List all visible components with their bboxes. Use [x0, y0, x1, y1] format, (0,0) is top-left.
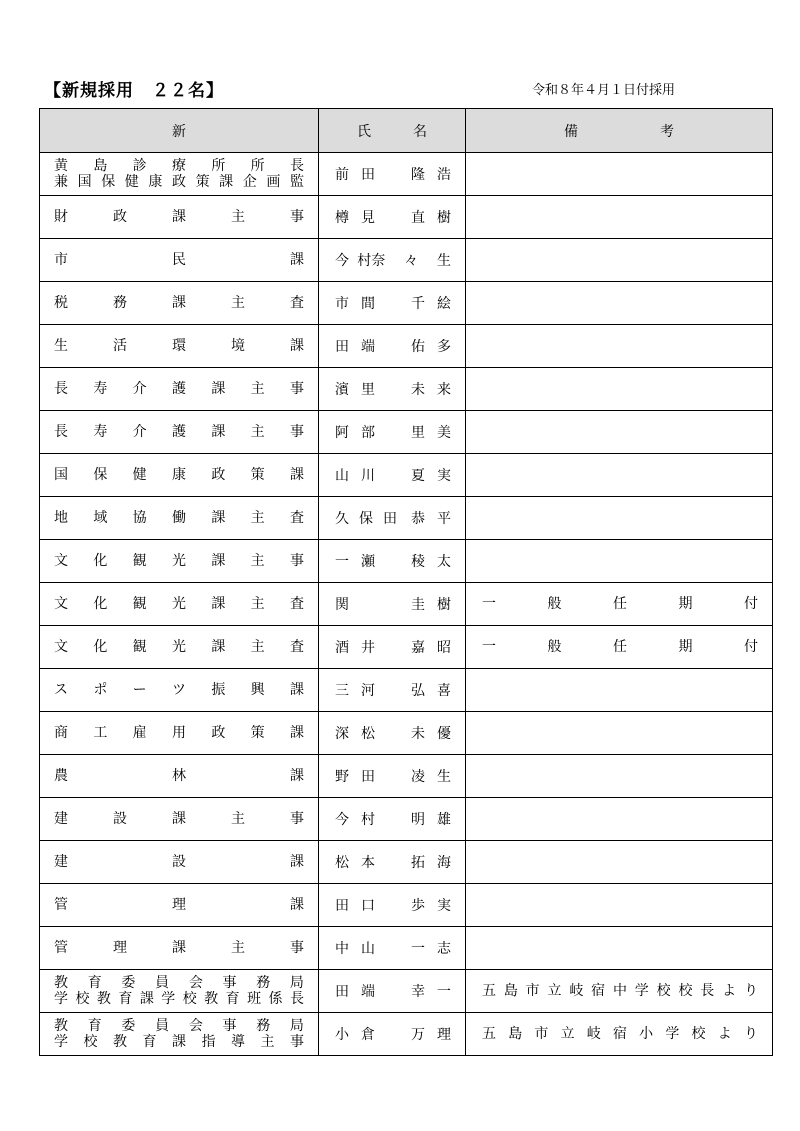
position-text: 教 育 委 員 会 事 務 局 — [54, 975, 304, 991]
remark-cell — [466, 153, 773, 196]
column-header-position: 新 — [40, 109, 319, 153]
given-name: 千 絵 — [411, 296, 451, 312]
given-name: 稜 太 — [411, 554, 451, 570]
position-text: 国 保 健 康 政 策 課 — [54, 467, 304, 483]
position-text: 文 化 観 光 課 主 査 — [54, 639, 304, 655]
given-name: 圭 樹 — [411, 597, 451, 613]
name-cell — [319, 239, 466, 282]
name-cell — [319, 884, 466, 927]
position-cell — [40, 669, 319, 712]
table-row — [40, 282, 773, 325]
appointment-date: 令和８年４月１日付採用 — [532, 83, 676, 98]
table-row — [40, 755, 773, 798]
surname: 中 山 — [335, 941, 375, 957]
table-row — [40, 368, 773, 411]
column-header-name: 氏 名 — [319, 109, 466, 153]
position-cell — [40, 239, 319, 282]
given-name: 奈 々 生 — [371, 253, 451, 269]
column-header-remark: 備 考 — [466, 109, 773, 153]
position-text: 市 民 課 — [54, 252, 304, 268]
name-cell — [319, 368, 466, 411]
position-text: 地 域 協 働 課 主 査 — [54, 510, 304, 526]
remark-cell — [466, 1013, 773, 1056]
position-text: 管 理 課 — [54, 897, 304, 913]
remark-text: 五 島 市 立 岐 宿 小 学 校 よ り — [482, 1026, 758, 1042]
surname: 三 河 — [335, 683, 375, 699]
given-name: 里 美 — [411, 425, 451, 441]
remark-cell — [466, 712, 773, 755]
position-text: 商 工 雇 用 政 策 課 — [54, 725, 304, 741]
remark-cell — [466, 626, 773, 669]
name-cell — [319, 1013, 466, 1056]
surname: 松 本 — [335, 855, 375, 871]
name-cell — [319, 325, 466, 368]
remark-cell — [466, 970, 773, 1013]
name-cell — [319, 411, 466, 454]
table-row — [40, 583, 773, 626]
surname: 久 保 田 — [335, 511, 397, 527]
position-cell — [40, 196, 319, 239]
given-name: 隆 浩 — [411, 167, 451, 183]
page-title: 【新規採用 ２２名】 — [44, 81, 224, 101]
name-cell — [319, 540, 466, 583]
position-cell — [40, 884, 319, 927]
table-row — [40, 497, 773, 540]
surname: 田 端 — [335, 339, 375, 355]
surname: 関 — [335, 597, 349, 613]
given-name: 一 志 — [411, 941, 451, 957]
name-cell — [319, 196, 466, 239]
table-row — [40, 712, 773, 755]
given-name: 未 来 — [411, 382, 451, 398]
position-cell — [40, 325, 319, 368]
table-row — [40, 325, 773, 368]
remark-cell — [466, 239, 773, 282]
name-cell — [319, 755, 466, 798]
name-cell — [319, 454, 466, 497]
surname: 田 口 — [335, 898, 375, 914]
given-name: 幸 一 — [411, 984, 451, 1000]
remark-cell — [466, 411, 773, 454]
position-cell — [40, 712, 319, 755]
given-name: 明 雄 — [411, 812, 451, 828]
surname: 今 村 — [335, 253, 372, 269]
position-text: ス ポ ー ツ 振 興 課 — [54, 682, 304, 698]
surname: 一 瀬 — [335, 554, 375, 570]
position-cell — [40, 454, 319, 497]
position-text: 農 林 課 — [54, 768, 304, 784]
position-cell — [40, 540, 319, 583]
remark-cell — [466, 454, 773, 497]
name-cell — [319, 153, 466, 196]
given-name: 弘 喜 — [411, 683, 451, 699]
table-row — [40, 411, 773, 454]
table-row — [40, 1013, 773, 1056]
remark-cell — [466, 540, 773, 583]
remark-text: 五 島 市 立 岐 宿 中 学 校 校 長 よ り — [482, 983, 758, 999]
table-body — [40, 153, 773, 1056]
appointment-table — [39, 108, 773, 1056]
name-cell — [319, 970, 466, 1013]
given-name: 夏 実 — [411, 468, 451, 484]
position-text: 財 政 課 主 事 — [54, 209, 304, 225]
table-row — [40, 196, 773, 239]
position-text: 文 化 観 光 課 主 事 — [54, 553, 304, 569]
name-cell — [319, 626, 466, 669]
surname: 市 間 — [335, 296, 375, 312]
name-cell — [319, 927, 466, 970]
surname: 今 村 — [335, 812, 375, 828]
name-cell — [319, 282, 466, 325]
remark-text: 一 般 任 期 付 — [482, 639, 758, 655]
surname: 野 田 — [335, 769, 375, 785]
remark-cell — [466, 497, 773, 540]
given-name: 佑 多 — [411, 339, 451, 355]
surname: 田 端 — [335, 984, 375, 1000]
remark-cell — [466, 927, 773, 970]
remark-cell — [466, 368, 773, 411]
position-cell — [40, 970, 319, 1013]
surname: 酒 井 — [335, 640, 375, 656]
surname: 樽 見 — [335, 210, 375, 226]
remark-cell — [466, 798, 773, 841]
position-text: 学 校 教 育 課 学 校 教 育 班 係 長 — [54, 991, 304, 1007]
name-cell — [319, 583, 466, 626]
table-row — [40, 669, 773, 712]
position-text: 黄 島 診 療 所 所 長 — [54, 158, 304, 174]
remark-cell — [466, 755, 773, 798]
position-cell — [40, 626, 319, 669]
position-cell — [40, 368, 319, 411]
table-row — [40, 798, 773, 841]
table-row — [40, 841, 773, 884]
position-text: 税 務 課 主 査 — [54, 295, 304, 311]
name-cell — [319, 712, 466, 755]
table-row — [40, 153, 773, 196]
position-text: 建 設 課 — [54, 854, 304, 870]
remark-cell — [466, 282, 773, 325]
surname: 小 倉 — [335, 1027, 375, 1043]
given-name: 歩 実 — [411, 898, 451, 914]
position-text: 長 寿 介 護 課 主 事 — [54, 381, 304, 397]
table-row — [40, 454, 773, 497]
surname: 濱 里 — [335, 382, 375, 398]
position-cell — [40, 798, 319, 841]
remark-cell — [466, 841, 773, 884]
position-text: 学 校 教 育 課 指 導 主 事 — [54, 1034, 304, 1050]
name-cell — [319, 841, 466, 884]
given-name: 直 樹 — [411, 210, 451, 226]
given-name: 拓 海 — [411, 855, 451, 871]
table-row — [40, 927, 773, 970]
remark-cell — [466, 325, 773, 368]
position-cell — [40, 755, 319, 798]
surname: 深 松 — [335, 726, 375, 742]
position-cell — [40, 927, 319, 970]
given-name: 凌 生 — [411, 769, 451, 785]
table-row — [40, 884, 773, 927]
table-row — [40, 970, 773, 1013]
position-cell — [40, 1013, 319, 1056]
position-text: 兼 国 保 健 康 政 策 課 企 画 監 — [54, 174, 304, 190]
position-cell — [40, 153, 319, 196]
given-name: 恭 平 — [411, 511, 451, 527]
position-cell — [40, 497, 319, 540]
table-header-row — [40, 109, 773, 153]
position-text: 文 化 観 光 課 主 査 — [54, 596, 304, 612]
given-name: 嘉 昭 — [411, 640, 451, 656]
remark-cell — [466, 669, 773, 712]
table-row — [40, 239, 773, 282]
position-text: 管 理 課 主 事 — [54, 940, 304, 956]
position-text: 教 育 委 員 会 事 務 局 — [54, 1018, 304, 1034]
table-row — [40, 540, 773, 583]
surname: 阿 部 — [335, 425, 375, 441]
remark-cell — [466, 583, 773, 626]
table-row — [40, 626, 773, 669]
position-cell — [40, 841, 319, 884]
name-cell — [319, 497, 466, 540]
given-name: 未 優 — [411, 726, 451, 742]
position-cell — [40, 282, 319, 325]
position-text: 生 活 環 境 課 — [54, 338, 304, 354]
position-cell — [40, 411, 319, 454]
surname: 山 川 — [335, 468, 375, 484]
position-cell — [40, 583, 319, 626]
position-text: 長 寿 介 護 課 主 事 — [54, 424, 304, 440]
remark-text: 一 般 任 期 付 — [482, 596, 758, 612]
given-name: 万 理 — [411, 1027, 451, 1043]
remark-cell — [466, 884, 773, 927]
position-text: 建 設 課 主 事 — [54, 811, 304, 827]
remark-cell — [466, 196, 773, 239]
surname: 前 田 — [335, 167, 375, 183]
name-cell — [319, 798, 466, 841]
name-cell — [319, 669, 466, 712]
